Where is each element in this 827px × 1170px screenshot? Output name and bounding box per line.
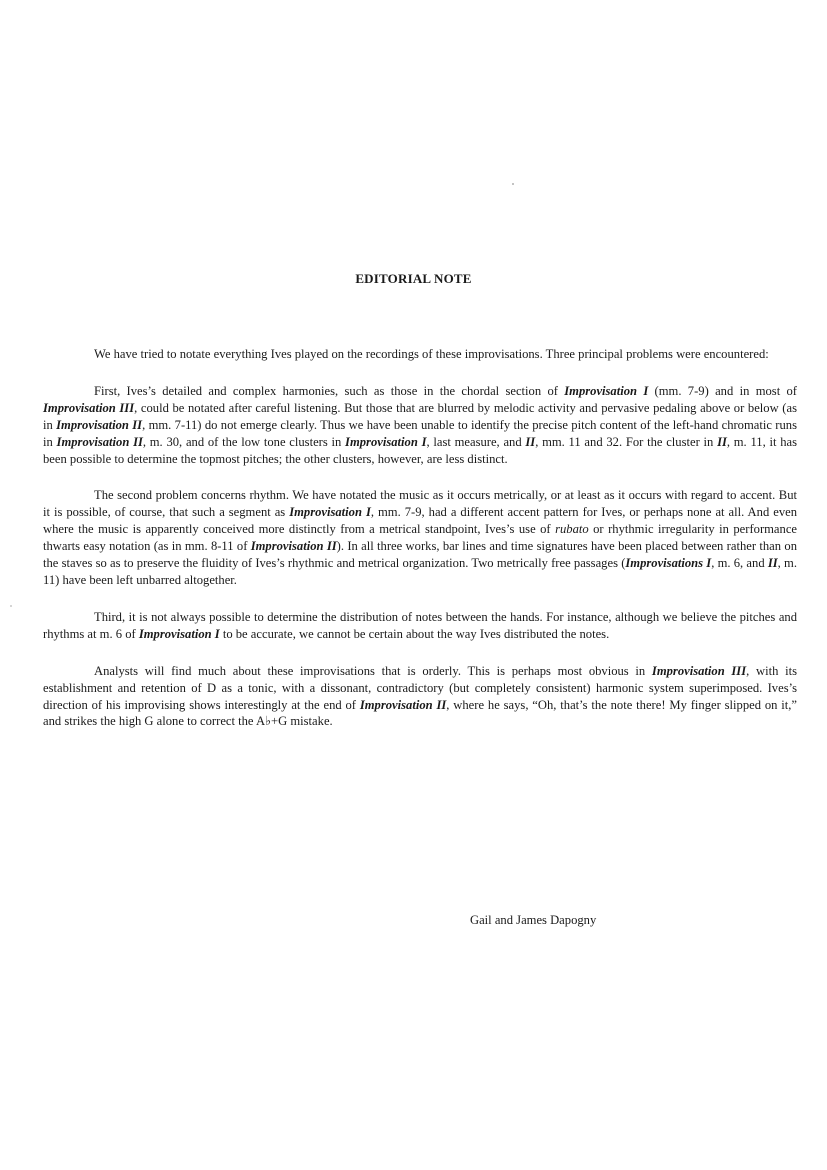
page-title: EDITORIAL NOTE <box>355 271 472 286</box>
work-title: II <box>717 434 727 449</box>
work-title: II <box>767 556 778 571</box>
text-run: to be accurate, we cannot be certain about the way Ives distributed the notes. <box>219 626 610 641</box>
text-run: , mm. 7-9, had a different accent pattern for Ives, or perhaps none at all. And even where the music is apparently conceived more distinctly from a metrical standpoint, Ives’s use of <box>43 505 798 537</box>
work-title: Improvisation I <box>138 626 220 641</box>
italic-term: rubato <box>555 522 589 537</box>
text-run: , mm. 7-11) do not emerge clearly. Thus we have been unable to identify the precise pitch content of the left-hand chromatic runs in <box>43 417 797 449</box>
text-run: , m. 11) have been left unbarred altogether. <box>43 556 797 587</box>
text-run: First, Ives’s detailed and complex harmonies, such as those in the chordal section of <box>94 383 565 398</box>
text-run: The second problem concerns rhythm. We have notated the music as it occurs metrically, or at least as it occurs with regard to accent. But it is possible, of course, that such a segment as <box>43 488 797 520</box>
text-run: , with its establishment and retention of D as a tonic, with a dissonant, contradictory (but completely consistent) harmonic system superimposed. Ives’s direction of his improvising shows interestingly at the end of <box>43 663 797 712</box>
text-run: , could be notated after careful listening. But those that are blurred by melodic activity and pervasive pedaling above or below (as in <box>43 400 797 432</box>
work-title: Improvisation III <box>651 663 747 678</box>
scan-speck <box>512 183 514 185</box>
work-title: Improvisation III <box>43 400 135 415</box>
paragraph-hands <box>43 609 797 643</box>
work-title: Improvisation II <box>56 417 143 432</box>
paragraph-analysis <box>43 663 797 731</box>
work-title: Improvisation I <box>345 434 427 449</box>
paragraph-intro <box>43 346 797 363</box>
text-run: , where he says, “Oh, that’s the note there! My finger slipped on it,” and strikes the high G alone to correct the A♭+G mistake. <box>43 697 798 729</box>
text-run: We have tried to notate everything Ives played on the recordings of these improvisations. Three principal problems were encountered: <box>94 347 769 361</box>
work-title: II <box>525 434 536 449</box>
text-run: (mm. 7-9) and in most of <box>648 383 797 398</box>
work-title: Improvisation II <box>359 697 447 712</box>
work-title: Improvisation II <box>250 539 337 554</box>
text-run: or rhythmic irregularity in performance thwarts easy notation (as in mm. 8-11 of <box>43 522 797 554</box>
work-title: Improvisation I <box>564 383 649 398</box>
text-run: Analysts will find much about these improvisations that is orderly. This is perhaps most obvious in <box>94 663 652 678</box>
text-run: , last measure, and <box>426 434 526 449</box>
paragraph-harmony <box>43 383 797 468</box>
signature: Gail and James Dapogny <box>470 913 597 927</box>
work-title: Improvisation I <box>289 505 371 520</box>
text-run: ). In all three works, bar lines and time signatures have been placed between rather than on the staves so as to preserve the fluidity of Ives’s rhythmic and metrical organization. Two metrically free passages ( <box>43 539 797 571</box>
text-run: , m. 11, it has been possible to determine the topmost pitches; the other clusters, however, are less distinct. <box>43 434 797 466</box>
paragraph-rhythm <box>43 487 797 588</box>
editorial-body <box>43 346 797 750</box>
text-run: , m. 30, and of the low tone clusters in <box>142 434 346 449</box>
work-title: Improvisation II <box>56 434 143 449</box>
work-title: Improvisations I <box>625 556 712 571</box>
text-run: , m. 6, and <box>711 556 768 571</box>
text-run: Third, it is not always possible to determine the distribution of notes between the hands. For instance, although we believe the pitches and rhythms at m. 6 of <box>43 609 797 641</box>
scan-speck <box>10 605 12 607</box>
text-run: , mm. 11 and 32. For the cluster in <box>535 434 718 449</box>
